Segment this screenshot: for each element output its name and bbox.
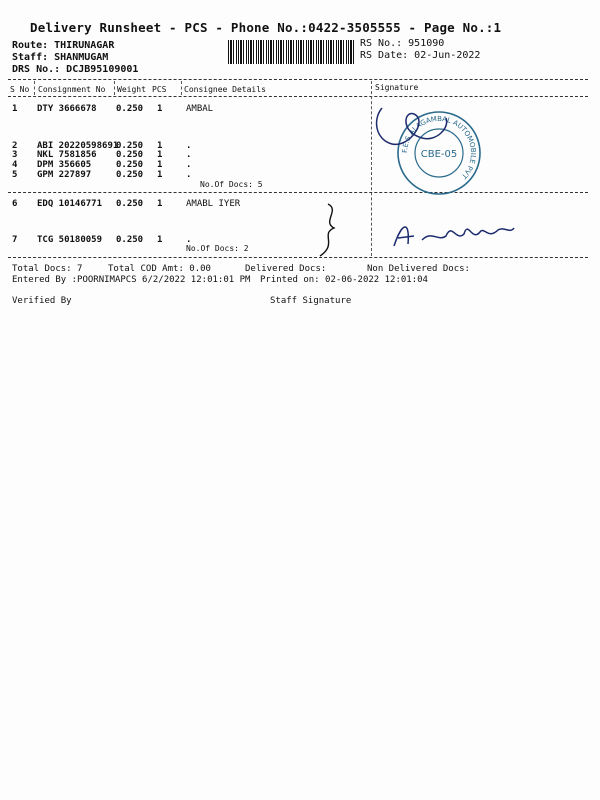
route: Route: THIRUNAGAR — [12, 40, 115, 51]
bracket-mark — [310, 200, 350, 262]
col-consignment: Consignment No — [38, 85, 106, 94]
row-consignee: AMABL IYER — [186, 199, 241, 209]
row-consignee: . — [186, 150, 192, 160]
row-consignment: NKL 7581856 — [37, 150, 97, 160]
printed-on: Printed on: 02-06-2022 12:01:04 — [260, 275, 428, 285]
entered-by: Entered By :POORNIMAPCS 6/2/2022 12:01:01 PM — [12, 275, 251, 285]
row-sno: 2 — [12, 141, 18, 151]
row-weight: 0.250 — [116, 170, 144, 180]
col-signature: Signature — [375, 83, 419, 92]
row-consignment: TCG 50180059 — [37, 235, 103, 245]
stamp-center-text: CBE-05 — [420, 149, 458, 160]
row-pcs: 1 — [157, 160, 163, 170]
receiver-signature-1 — [370, 100, 460, 160]
row-weight: 0.250 — [116, 104, 144, 114]
row-consignee: . — [186, 235, 192, 245]
row-consignment: ABI 20220598691 — [37, 141, 119, 151]
row-pcs: 1 — [157, 199, 163, 209]
row-pcs: 1 — [157, 170, 163, 180]
verified-by: Verified By — [12, 296, 72, 306]
col-weight: Weight — [117, 85, 146, 94]
staff-signature: Staff Signature — [270, 296, 352, 306]
row-consignee: . — [186, 160, 192, 170]
row-pcs: 1 — [157, 150, 163, 160]
rs-number: RS No.: 951090 — [360, 38, 445, 49]
row-pcs: 1 — [157, 141, 163, 151]
row-consignment: DPM 356605 — [37, 160, 92, 170]
drs-number: DRS No.: DCJB95109001 — [12, 64, 139, 75]
row-consignment: EDQ 10146771 — [37, 199, 103, 209]
total-cod: Total COD Amt: 0.00 — [108, 264, 211, 274]
runsheet-title: Delivery Runsheet - PCS - Phone No.:0422-3505555 - Page No.:1 — [30, 20, 502, 35]
row-weight: 0.250 — [116, 150, 144, 160]
row-sno: 3 — [12, 150, 18, 160]
table-top-rule — [8, 79, 588, 80]
row-pcs: 1 — [157, 235, 163, 245]
col-pcs: PCS — [152, 85, 167, 94]
row-consignee: . — [186, 141, 192, 151]
row-weight: 0.250 — [116, 199, 144, 209]
col-sep — [114, 81, 115, 95]
row-weight: 0.250 — [116, 235, 144, 245]
stamp-ring-text: F.E.S.ALAGAMBAL AUTOMOBILE PVT — [400, 114, 478, 181]
receiver-signature-2 — [388, 212, 518, 252]
rs-date: RS Date: 02-Jun-2022 — [360, 50, 481, 61]
row-sno: 7 — [12, 235, 18, 245]
group-docs-count: No.Of Docs: 5 — [200, 180, 263, 189]
col-sno: S No — [10, 85, 30, 94]
col-sep — [34, 81, 35, 95]
row-sno: 5 — [12, 170, 18, 180]
row-consignee: AMBAL — [186, 104, 214, 114]
row-weight: 0.250 — [116, 141, 144, 151]
table-header-rule — [8, 96, 588, 97]
group-rule — [8, 192, 588, 193]
total-docs: Total Docs: 7 — [12, 264, 83, 274]
row-consignment: DTY 3666678 — [37, 104, 97, 114]
row-sno: 6 — [12, 199, 18, 209]
col-sep — [181, 81, 182, 95]
row-pcs: 1 — [157, 104, 163, 114]
row-consignment: GPM 227897 — [37, 170, 92, 180]
table-bottom-rule — [8, 257, 588, 258]
barcode — [228, 40, 354, 64]
group-docs-count: No.Of Docs: 2 — [186, 244, 249, 253]
staff: Staff: SHANMUGAM — [12, 52, 109, 63]
col-consignee: Consignee Details — [184, 85, 266, 94]
row-weight: 0.250 — [116, 160, 144, 170]
row-sno: 4 — [12, 160, 18, 170]
non-delivered-docs: Non Delivered Docs: — [367, 264, 470, 274]
delivered-docs: Delivered Docs: — [245, 264, 327, 274]
row-consignee: . — [186, 170, 192, 180]
row-sno: 1 — [12, 104, 18, 114]
